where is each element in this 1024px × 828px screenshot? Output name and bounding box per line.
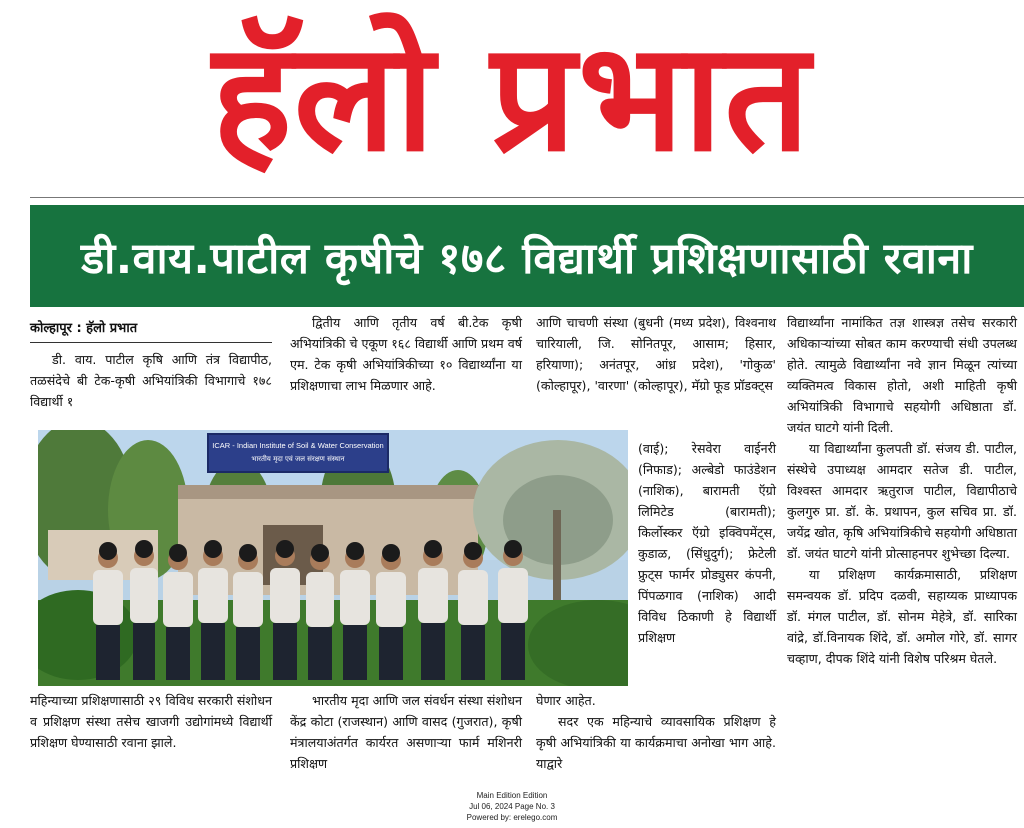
article-paragraph: घेणार आहेत. — [536, 693, 596, 708]
article-paragraph: या विद्यार्थ्यांना कुलपती डॉ. संजय डी. पाटील, संस्थेचे उपाध्यक्ष आमदार सतेज डी. पाटील, विश्वस्त आमदार ऋतुराज पाटील, विद्यापीठाचे कुलगुरु प्रा. डॉ. के. प्रथापन, कुल सचिव प्रा. डॉ. जयेंद्र खोत, कृषि अभियांत्रिकीचे सहयोगी अधिष्ठाता डॉ. जयंत घाटगे यांनी प्रोत्साहनपर शुभेच्छा दिल्या. — [787, 441, 1017, 561]
article-column-3-bottom — [536, 690, 776, 774]
article-column-2-top — [290, 312, 522, 396]
article-column-2-bottom — [290, 690, 522, 774]
article-paragraph: महिन्याच्या प्रशिक्षणासाठी २९ विविध सरकारी संशोधन व प्रशिक्षण संस्था तसेच खाजगी उद्योगांमध्ये विद्यार्थी प्रशिक्षण घेण्यासाठी रवाना झाले. — [30, 693, 272, 750]
article-column-3-mid — [638, 438, 776, 648]
sign-text-english: ICAR - Indian Institute of Soil & Water Conservation — [212, 441, 384, 450]
masthead-title: हॅलो प्रभात — [212, 11, 812, 185]
group-photo-illustration — [38, 430, 628, 686]
date-page-label: Jul 06, 2024 Page No. 3 — [469, 802, 555, 811]
article-paragraph: भारतीय मृदा आणि जल संवर्धन संस्था संशोधन केंद्र कोटा (राजस्थान) आणि वासद (गुजरात), कृषी मंत्रालयाअंतर्गत कार्यरत असणाऱ्या फार्म मशिनरी प्रशिक्षण — [290, 693, 522, 771]
article-paragraph: डी. वाय. पाटील कृषि आणि तंत्र विद्यापीठ, तळसंदेचे बी टेक-कृषी अभियांत्रिकी विभागाचे १७८ विद्यार्थी १ — [30, 352, 272, 409]
page-footer — [0, 790, 1024, 823]
edition-label: Main Edition Edition — [476, 791, 548, 800]
article-paragraph: द्वितीय आणि तृतीय वर्ष बी.टेक कृषी अभियांत्रिकी चे एकूण १६८ विद्यार्थी आणि प्रथम वर्ष एम. टेक कृषी अभियांत्रिकीच्या १० विद्यार्थ्यांना या प्रशिक्षणाचा लाभ मिळणार आहे. — [290, 315, 522, 393]
masthead — [0, 0, 1024, 196]
article-paragraph: आणि चाचणी संस्था (बुधनी (मध्य प्रदेश), विश्वनाथ चारियाली, जि. सोनितपूर, आसाम; हिसार, हरियाणा); अनंतपूर, आंध्र प्रदेश), 'गोकुळ' (कोल्हापूर), 'वारणा' (कोल्हापूर), मॅग्रो फूड प्रॉडक्ट्स — [536, 315, 776, 393]
article-column-1-top — [30, 318, 272, 412]
article-column-1-bottom — [30, 690, 272, 753]
article-paragraph: या प्रशिक्षण कार्यक्रमासाठी, प्रशिक्षण समन्वयक डॉ. प्रदिप दळवी, सहाय्यक प्राध्यापक डॉ. मंगल पाटील, डॉ. सोनम मेहेत्रे, डॉ. सारिका वांद्रे, डॉ.विनायक शिंदे, डॉ. अमोल गोरे, डॉ. सागर चव्हाण, दीपक शिंदे यांनी विशेष परिश्रम घेतले. — [787, 567, 1017, 666]
dateline: कोल्हापूर : हॅलो प्रभात — [30, 321, 138, 336]
article-column-4 — [787, 312, 1017, 669]
masthead-divider — [30, 197, 1024, 198]
article-paragraph: सदर एक महिन्याचे व्यावसायिक प्रशिक्षण हे कृषी अभियांत्रिकी या कार्यक्रमाचा अनोखा भाग आहे. याद्वारे — [536, 714, 776, 771]
headline-text: डी.वाय.पाटील कृषीचे १७८ विद्यार्थी प्रशिक्षणासाठी रवाना — [81, 233, 973, 284]
article-paragraph: विद्यार्थ्यांना नामांकित तज्ञ शास्त्रज्ञ तसेच सरकारी अधिकाऱ्यांच्या सोबत काम करण्याची संधी उपलब्ध होते. त्यामुळे विद्यार्थ्यांना नवे ज्ञान मिळून त्यांच्या व्यक्तिमत्व विकास होतो, अशी माहिती कृषी अभियांत्रिकी विभागाचे सहयोगी अधिष्ठाता डॉ. जयंत घाटगे यांनी दिली. — [787, 315, 1017, 435]
news-photo — [38, 430, 628, 686]
sign-text-hindi: भारतीय मृदा एवं जल संरक्षण संस्थान — [251, 455, 345, 463]
powered-by-label: Powered by: erelego.com — [466, 813, 558, 822]
article-column-3-top — [536, 312, 776, 396]
dateline-divider — [30, 342, 272, 343]
headline-banner — [30, 205, 1024, 307]
article-paragraph: (वाई); रेसवेरा वाईनरी (निफाड); अल्बेडो फाउंडेशन (नाशिक), बारामती ऍग्रो लिमिटेड (बारामती); किर्लोस्कर ऍग्रो इक्विपमेंट्स, कुडाळ, (सिंधुदुर्ग); फ्रेटेली फ्रुट्स फार्मर प्रोड्युसर कंपनी, पिंपळगाव (नाशिक) आदी विविध ठिकाणी हे विद्यार्थी प्रशिक्षण — [638, 441, 776, 645]
